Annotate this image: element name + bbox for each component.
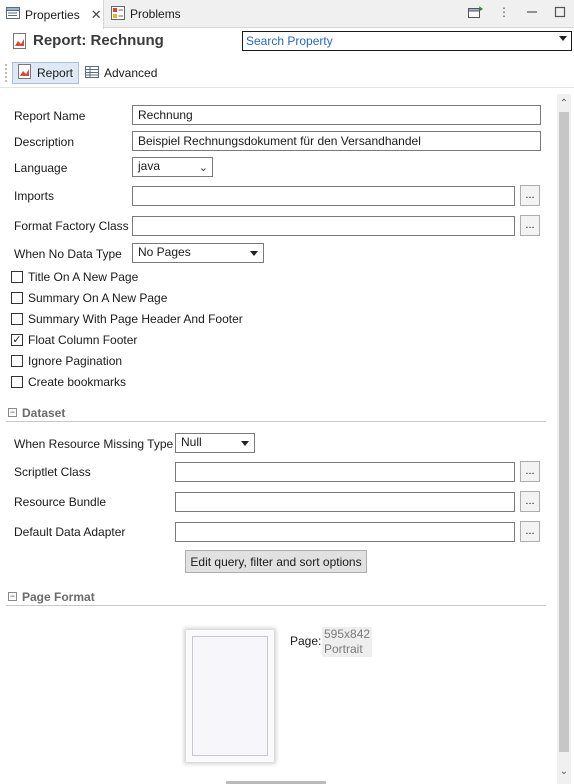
search-property-placeholder: Search Property [246,34,333,48]
checkbox-label: Float Column Footer [28,333,138,347]
tab-advanced-label: Advanced [104,66,158,80]
scriptlet-browse-button[interactable]: ... [520,461,540,482]
collapse-icon[interactable]: − [9,591,16,601]
minimize-icon[interactable] [524,4,540,20]
checkbox-title-on-new-page[interactable] [11,270,138,284]
maximize-icon[interactable] [552,4,568,20]
language-value: java [138,159,161,173]
edit-query-button[interactable]: Edit query, filter and sort options [185,550,367,573]
checkbox-ignore-pagination[interactable] [11,354,122,368]
check-icon: ✓ [12,333,22,346]
checkbox-label: Title On A New Page [28,270,139,284]
imports-label: Imports [14,189,55,203]
format-factory-field[interactable] [132,216,515,236]
scriptlet-class-field[interactable] [175,462,515,482]
resource-bundle-browse-button[interactable]: ... [520,491,540,512]
scroll-up-icon[interactable]: ⌃ [559,97,569,109]
problems-icon [111,6,125,23]
checkbox-box-checked[interactable] [11,334,23,346]
toolbar-grip [5,64,7,82]
view-menu-icon[interactable]: ⋮ [498,5,510,19]
report-icon [18,64,32,82]
tab-advanced[interactable] [80,62,162,84]
report-name-field[interactable]: Rechnung [132,105,541,125]
dataset-section-header[interactable] [6,406,546,422]
default-adapter-field[interactable] [175,522,515,542]
language-label: Language [14,161,68,175]
default-adapter-label: Default Data Adapter [14,525,126,539]
chevron-down-icon [241,441,249,446]
imports-field[interactable] [132,186,515,206]
checkbox-label: Ignore Pagination [28,354,123,368]
page-preview[interactable] [186,630,274,762]
tab-problems[interactable] [105,0,187,28]
tab-properties-label: Properties [25,7,80,22]
table-icon [85,66,99,81]
scriptlet-class-label: Scriptlet Class [14,465,91,479]
checkbox-summary-with-header-footer[interactable] [11,312,243,326]
checkbox-create-bookmarks[interactable] [11,375,126,389]
page-orientation-value: Portrait [324,642,363,656]
when-no-data-value: No Pages [138,245,191,259]
collapse-icon[interactable]: − [9,407,16,417]
page-preview-margins [192,636,268,756]
checkbox-box[interactable] [11,376,23,388]
checkbox-float-column-footer[interactable] [11,333,137,347]
view-tab-bar [0,0,574,28]
chevron-down-icon: ⌄ [198,162,208,174]
search-property-combo[interactable] [242,31,572,51]
page-label: Page: [290,634,322,648]
close-icon[interactable]: ✕ [90,6,102,22]
format-factory-browse-button[interactable]: ... [520,215,540,236]
resource-bundle-label: Resource Bundle [14,495,107,509]
checkbox-label: Summary On A New Page [28,291,168,305]
checkbox-label: Create bookmarks [28,375,127,389]
resource-missing-value: Null [181,435,202,449]
resource-bundle-field[interactable] [175,492,515,512]
checkbox-box[interactable] [11,313,23,325]
checkbox-box[interactable] [11,292,23,304]
report-icon [12,33,28,52]
description-label: Description [14,135,75,149]
page-format-info [322,627,372,657]
checkbox-box[interactable] [11,271,23,283]
tab-report-label: Report [37,66,74,80]
checkbox-summary-on-new-page[interactable] [11,291,167,305]
properties-icon [6,7,20,22]
pin-editor-icon[interactable] [468,4,484,20]
tab-report[interactable] [12,62,79,84]
chevron-down-icon[interactable] [559,36,567,41]
when-no-data-select[interactable] [132,243,264,263]
section-toolbar [0,58,574,88]
format-factory-label: Format Factory Class [14,219,129,233]
resource-missing-label: When Resource Missing Type [14,437,174,451]
scroll-down-icon[interactable]: ⌄ [559,765,569,777]
language-select[interactable] [132,157,213,177]
dataset-section-title: Dataset [22,406,66,420]
tab-problems-label: Problems [130,7,181,21]
properties-header [0,29,574,55]
checkbox-box[interactable] [11,355,23,367]
imports-browse-button[interactable]: ... [520,185,540,206]
page-size-value: 595x842 [324,627,371,641]
page-format-section-header[interactable] [6,590,546,606]
checkbox-label: Summary With Page Header And Footer [28,312,243,326]
resource-missing-select[interactable] [175,433,255,453]
default-adapter-browse-button[interactable]: ... [520,521,540,542]
page-format-section-title: Page Format [22,590,95,604]
description-field[interactable]: Beispiel Rechnungsdokument für den Versandhandel [132,131,541,151]
report-name-label: Report Name [14,109,86,123]
tab-properties[interactable] [0,0,104,29]
page-title: Report: Rechnung [33,32,164,49]
when-no-data-label: When No Data Type [14,247,122,261]
chevron-down-icon [250,251,258,256]
scrollbar-thumb[interactable] [559,112,569,752]
